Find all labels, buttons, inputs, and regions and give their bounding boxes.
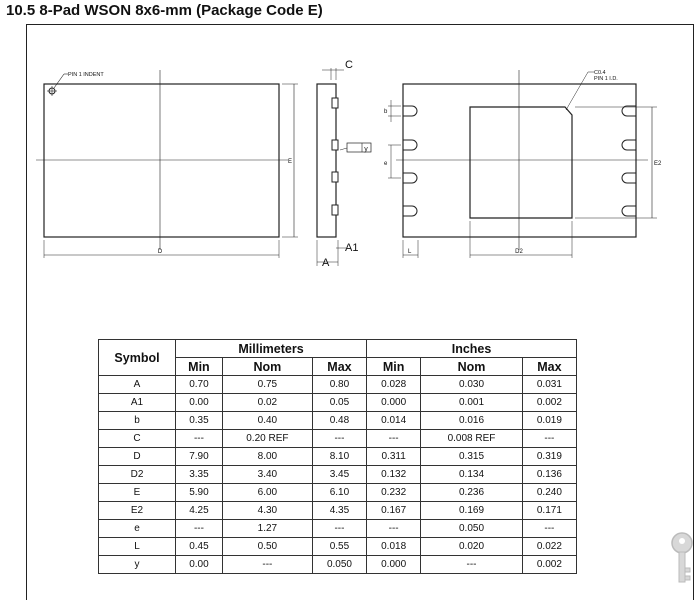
table-row [99,520,577,538]
dim-d-label: D [157,249,163,255]
value-cell: 1.27 [222,520,312,538]
value-cell: 0.240 [522,484,576,502]
top-view [36,70,298,258]
symbol-cell: D2 [99,466,176,484]
value-cell: 0.48 [312,412,366,430]
value-cell: 3.40 [222,466,312,484]
value-cell: 0.050 [312,556,366,574]
value-cell: 0.020 [421,538,523,556]
dimension-table [98,339,577,574]
table-row [99,484,577,502]
value-cell: 6.10 [312,484,366,502]
table-row [99,376,577,394]
table-row [99,466,577,484]
pin1-id-label: PIN 1 I.D. [594,76,618,82]
in-max-header: Max [522,358,576,376]
value-cell: 4.25 [176,502,223,520]
value-cell: 0.02 [222,394,312,412]
value-cell: --- [312,520,366,538]
value-cell: 0.315 [421,448,523,466]
value-cell: --- [176,520,223,538]
value-cell: 0.45 [176,538,223,556]
value-cell: 0.311 [367,448,421,466]
mm-nom-header: Nom [222,358,312,376]
dim-c-label: C [345,59,353,71]
value-cell: 0.00 [176,556,223,574]
value-cell: 0.002 [522,556,576,574]
value-cell: 0.016 [421,412,523,430]
value-cell: 0.171 [522,502,576,520]
value-cell: 0.136 [522,466,576,484]
value-cell: --- [421,556,523,574]
value-cell: 0.031 [522,376,576,394]
value-cell: 7.90 [176,448,223,466]
table-row [99,412,577,430]
section-heading: 10.5 8-Pad WSON 8x6-mm (Package Code E) [6,2,323,19]
table-row [99,430,577,448]
symbol-cell: A [99,376,176,394]
symbol-cell: A1 [99,394,176,412]
dim-l-label: L [408,249,412,255]
value-cell: 0.134 [421,466,523,484]
value-cell: 0.55 [312,538,366,556]
mm-min-header: Min [176,358,223,376]
value-cell: 0.50 [222,538,312,556]
symbol-cell: L [99,538,176,556]
symbol-header: Symbol [99,340,176,376]
in-min-header: Min [367,358,421,376]
value-cell: 0.018 [367,538,421,556]
side-view [317,68,371,266]
value-cell: --- [222,556,312,574]
value-cell: --- [367,430,421,448]
value-cell: 4.30 [222,502,312,520]
value-cell: 0.05 [312,394,366,412]
value-cell: 0.236 [421,484,523,502]
symbol-cell: E2 [99,502,176,520]
inches-header: Inches [367,340,577,358]
value-cell: --- [367,520,421,538]
value-cell: 0.20 REF [222,430,312,448]
flatness-y-label: y [364,146,368,153]
value-cell: 3.45 [312,466,366,484]
in-nom-header: Nom [421,358,523,376]
dim-e-pitch-label: e [384,161,388,167]
value-cell: 0.75 [222,376,312,394]
value-cell: 4.35 [312,502,366,520]
value-cell: 0.028 [367,376,421,394]
value-cell: 0.030 [421,376,523,394]
millimeters-header: Millimeters [176,340,367,358]
value-cell: 0.00 [176,394,223,412]
value-cell: --- [312,430,366,448]
dim-a-label: A [322,257,330,269]
value-cell: 0.002 [522,394,576,412]
value-cell: 0.001 [421,394,523,412]
mm-max-header: Max [312,358,366,376]
value-cell: 0.019 [522,412,576,430]
table-row [99,538,577,556]
exposed-pad [470,107,572,218]
symbol-cell: C [99,430,176,448]
dim-e-label: E [287,159,293,165]
value-cell: 0.000 [367,556,421,574]
value-cell: 3.35 [176,466,223,484]
symbol-cell: b [99,412,176,430]
table-row [99,502,577,520]
value-cell: 0.40 [222,412,312,430]
value-cell: 0.70 [176,376,223,394]
value-cell: 0.169 [421,502,523,520]
value-cell: 0.80 [312,376,366,394]
value-cell: 8.10 [312,448,366,466]
bottom-view [388,70,657,258]
value-cell: --- [176,430,223,448]
symbol-cell: D [99,448,176,466]
chamfer-label: C0.4 [594,70,606,76]
value-cell: 0.050 [421,520,523,538]
value-cell: --- [522,520,576,538]
value-cell: --- [522,430,576,448]
value-cell: 0.014 [367,412,421,430]
value-cell: 5.90 [176,484,223,502]
value-cell: 0.167 [367,502,421,520]
table-row [99,394,577,412]
symbol-cell: y [99,556,176,574]
table-row [99,448,577,466]
value-cell: 0.35 [176,412,223,430]
dim-e2-label: E2 [654,161,662,167]
value-cell: 0.232 [367,484,421,502]
value-cell: 0.132 [367,466,421,484]
pin1-indent-label: PIN 1 INDENT [68,72,104,78]
table-row [99,556,577,574]
value-cell: 0.022 [522,538,576,556]
value-cell: 0.008 REF [421,430,523,448]
key-icon [669,530,695,588]
value-cell: 8.00 [222,448,312,466]
value-cell: 0.000 [367,394,421,412]
symbol-cell: e [99,520,176,538]
value-cell: 0.319 [522,448,576,466]
symbol-cell: E [99,484,176,502]
dim-b-label: b [384,109,388,115]
value-cell: 6.00 [222,484,312,502]
dim-d2-label: D2 [515,249,523,255]
dim-a1-label: A1 [345,242,359,254]
